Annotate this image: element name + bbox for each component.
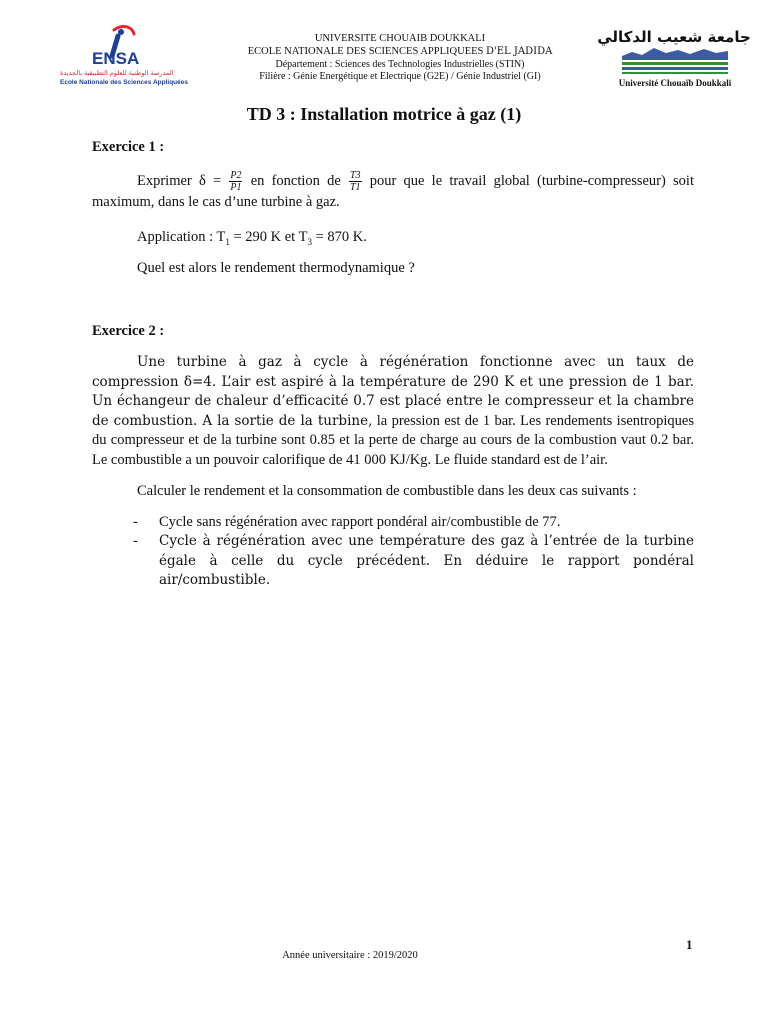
app-end: = 870 K. — [311, 229, 367, 245]
exercise-2-statement — [92, 353, 694, 470]
app-mid: = 290 K et T — [229, 229, 308, 245]
ensa-latin-line: Ecole Nationale des Sciences Appliquées — [60, 79, 189, 86]
exercise-1-heading: Exercice 1 : — [92, 139, 165, 155]
frac1-numerator: P2 — [230, 170, 242, 181]
frac2-denominator: T1 — [349, 182, 361, 193]
header-university: UNIVERSITE CHOUAIB DOUKKALI — [314, 33, 486, 44]
list-item — [133, 532, 694, 591]
ensa-arabic-line: المدرسة الوطنية للعلوم التطبيقية بالجديدة — [60, 69, 174, 77]
ex1-text-part2: en fonction de — [250, 172, 341, 189]
footer-academic-year: Année universitaire : 2019/2020 — [282, 950, 418, 961]
page-number: 1 — [686, 937, 693, 952]
exercise-1-statement — [92, 170, 694, 213]
header-school-name: ECOLE NATIONALE DES SCIENCES APPLIQUEES — [247, 46, 486, 57]
ex1-text-part3: pour que le travail global (turbine-compresseur) soit maximum, dans le cas d’une turbine à gaz. — [92, 172, 694, 210]
page-title: TD 3 : Installation motrice à gaz (1) — [246, 104, 522, 124]
exercise-2-heading: Exercice 2 : — [92, 323, 165, 339]
bullet-dash: - — [133, 533, 138, 549]
fraction-p2-p1 — [229, 170, 242, 193]
fraction-t3-t1 — [349, 170, 362, 193]
list-item — [133, 513, 694, 533]
ucd-arabic-name: جامعة شعيب الدكالي — [597, 28, 751, 46]
frac1-denominator: P1 — [230, 182, 242, 193]
bullet-text: Cycle sans régénération avec rapport pondéral air/combustible de 77. — [159, 514, 561, 530]
bullet-dash: - — [133, 514, 138, 530]
header-school-city: D'EL JADIDA — [485, 46, 553, 57]
frac2-numerator: T3 — [349, 170, 361, 181]
ensa-acronym: ENSA — [92, 49, 140, 68]
exercise-2-instruction: Calculer le rendement et la consommation de combustible dans les deux cas suivants : — [137, 483, 637, 499]
ucd-logo — [597, 22, 751, 92]
header-filiere: Filière : Génie Energétique et Electrique (G2E) / Génie Industriel (GI) — [259, 71, 541, 82]
app-label: Application : T — [137, 229, 226, 245]
ensa-logo — [56, 22, 188, 92]
exercise-1-application: Application : $T_1 = 290$ K et $T_3 = 870$ K. — [137, 229, 367, 247]
ex2-paragraph-rest: la pression est de 1 bar. Les rendements isentropiques du compresseur et de la turbine sont 0.85 et la perte de charge au cours de la combustion vaut 0.2 bar. Le combustible a un pouvoir calorifique de 41 000 KJ/Kg. Le fluide standard est de l’air. — [92, 412, 694, 468]
ex2-paragraph-start: Une turbine à gaz à cycle à régénération fonctionne avec un taux de compression δ=4. L’air est aspiré à la température de 290 K et une pression de 1 bar. Un échangeur de chaleur d’efficacité 0.7 est placé entre le compresseur et la chambre de combustion. A la sortie de la turbine, — [92, 354, 694, 429]
exercise-1-question: Quel est alors le rendement thermodynamique ? — [137, 260, 415, 276]
header-school — [190, 45, 610, 58]
ucd-latin-name: Université Chouaïb Doukkali — [618, 78, 732, 88]
header-department: Département : Sciences des Technologies Industrielles (STIN) — [275, 59, 525, 70]
bullet-text: Cycle à régénération avec une température des gaz à l’entrée de la turbine égale à celle du cycle précédent. En déduire le rapport pondéral air/combustible. — [159, 533, 694, 588]
ex1-text-part1: Exprimer δ = — [137, 172, 222, 189]
